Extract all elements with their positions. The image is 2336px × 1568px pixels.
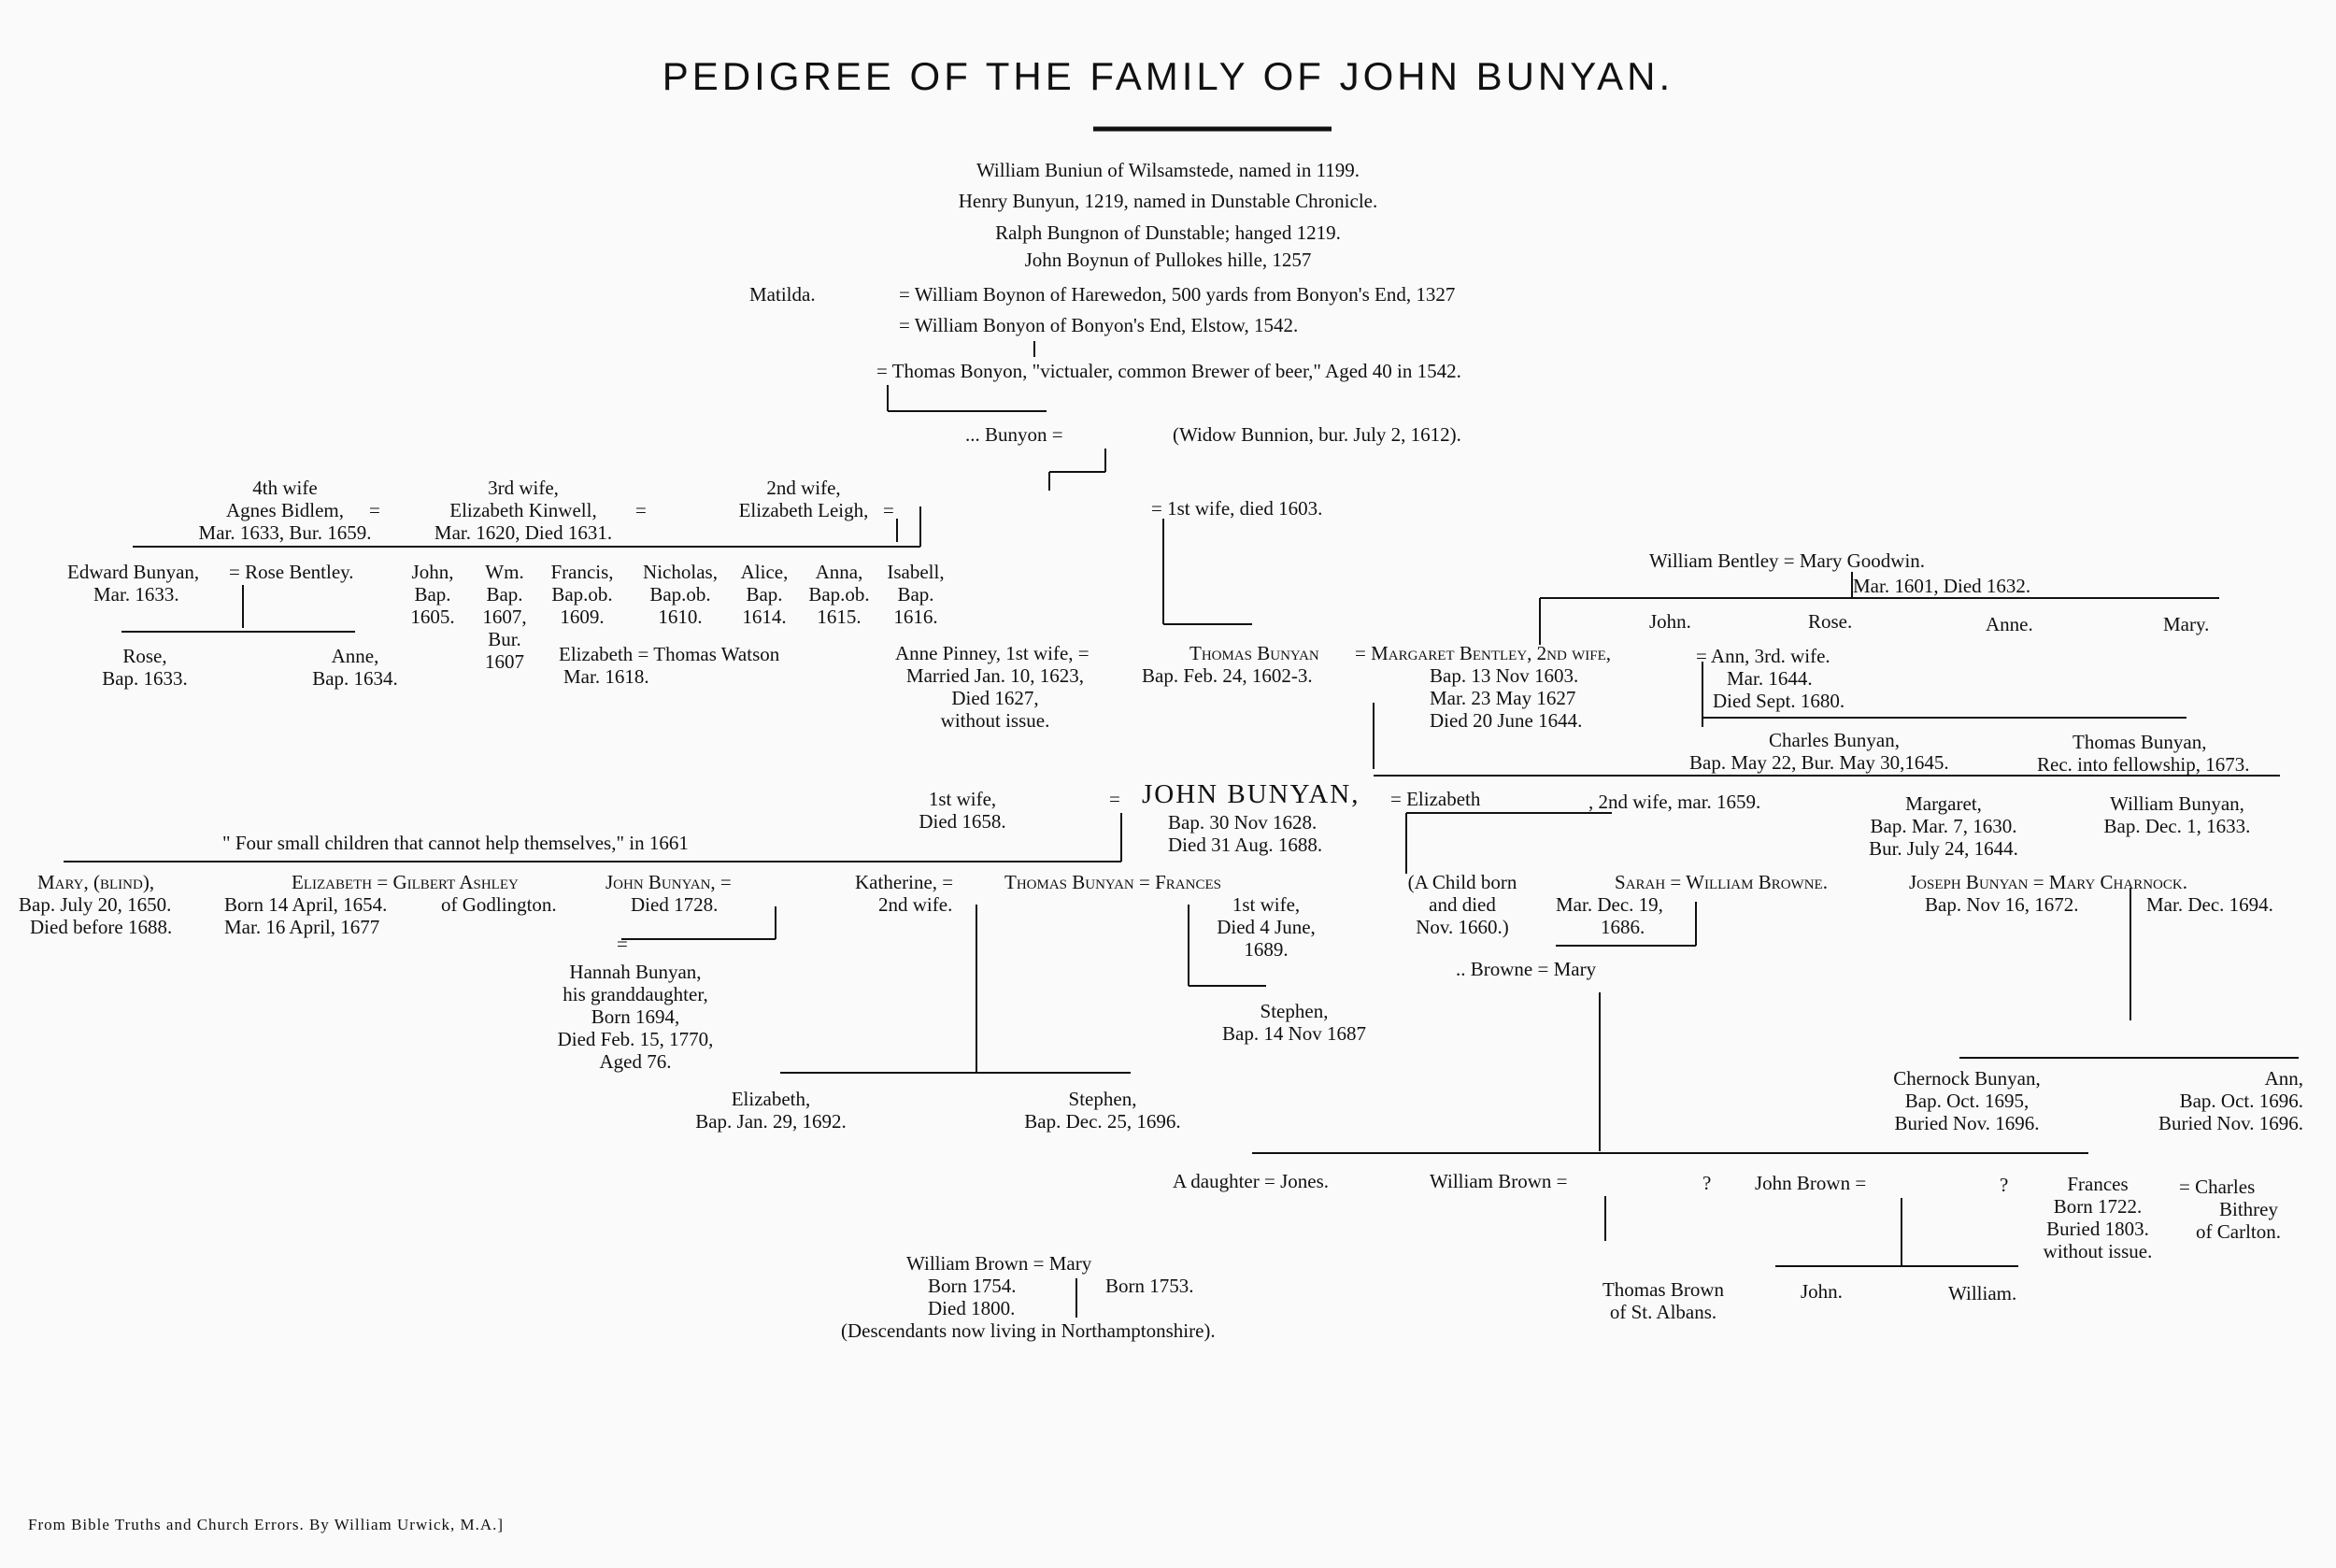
matilda: Matilda. <box>749 283 816 306</box>
person-detail: 1605. <box>410 606 455 628</box>
person-detail: 1615. <box>817 606 862 628</box>
person-detail: Born 14 April, 1654. <box>224 893 388 916</box>
person-detail: Mar. 1644. <box>1727 667 1813 690</box>
a-daughter-jones: A daughter = Jones. <box>1173 1170 1329 1192</box>
person-name: Stephen, <box>1068 1088 1137 1110</box>
person-detail: Bap. Jan. 29, 1692. <box>695 1110 847 1133</box>
jb-elizabeth: = Elizabeth <box>1390 788 1481 810</box>
person-name: Elizabeth, <box>731 1088 811 1110</box>
person-detail: Rec. into fellowship, 1673. <box>2037 753 2250 776</box>
person-detail: Mar. Dec. 1694. <box>2146 893 2273 916</box>
bentley-marriage: Mar. 1601, Died 1632. <box>1853 575 2031 597</box>
person-detail: Mar. 1633. <box>93 583 179 606</box>
person-name: = Margaret Bentley, 2nd wife, <box>1355 642 1611 664</box>
bentley-child-mary: Mary. <box>2163 613 2210 635</box>
person-detail: Died 1800. <box>928 1297 1016 1319</box>
person-detail: Bap. Dec. 1, 1633. <box>2103 815 2251 837</box>
thomas-bunyan-son: Thomas Bunyan = Frances <box>1004 871 1221 893</box>
person-name: = Ann, 3rd. wife. <box>1696 645 1830 667</box>
person-detail: Bap. May 22, Bur. May 30,1645. <box>1689 751 1949 774</box>
person-name: John Bunyan, = <box>605 871 732 893</box>
person-detail: Bap. Feb. 24, 1602-3. <box>1142 664 1313 687</box>
william-brown: William Brown = <box>1430 1170 1568 1192</box>
person-detail: Died 1658. <box>919 810 1006 833</box>
person-detail: 1607 <box>485 650 524 673</box>
person-detail: Bap. <box>897 583 934 606</box>
bentley-child-anne: Anne. <box>1986 613 2033 635</box>
person-detail: Bap. 13 Nov 1603. <box>1430 664 1579 687</box>
person-detail: Buried Nov. 1696. <box>2158 1112 2303 1134</box>
john-brown-son: John. <box>1801 1280 1843 1303</box>
person-detail: 1614. <box>742 606 787 628</box>
person-detail: Bap. 1634. <box>312 667 398 690</box>
thomas-bonyon: = Thomas Bonyon, "victualer, common Brewer of beer," Aged 40 in 1542. <box>876 360 1461 382</box>
john-brown: John Brown = <box>1755 1172 1867 1194</box>
ancestor-henry-bunyun: Henry Bunyun, 1219, named in Dunstable Chronicle. <box>958 190 1378 212</box>
person-detail: Bap. 1633. <box>102 667 188 690</box>
marriage-sign: = <box>369 499 380 521</box>
person-detail: Bap. 14 Nov 1687 <box>1222 1022 1366 1045</box>
person-detail: 1607, <box>482 606 527 628</box>
bentley-child-rose: Rose. <box>1808 610 1853 633</box>
ancestor-william-buniun: William Buniun of Wilsamstede, named in 1199. <box>976 159 1360 181</box>
ancestor-john-boynun: John Boynun of Pullokes hille, 1257 <box>1024 249 1312 271</box>
person-name: John, <box>411 561 454 583</box>
person-name: Anna, <box>815 561 863 583</box>
person-detail: without issue. <box>2043 1240 2153 1262</box>
person-detail: Bap. Nov 16, 1672. <box>1925 893 2079 916</box>
person-name: Anne, <box>331 645 379 667</box>
person-detail: and died <box>1429 893 1496 916</box>
person-name: Wm. <box>485 561 524 583</box>
marriage-sign: = <box>883 499 894 521</box>
page-title: PEDIGREE OF THE FAMILY OF JOHN BUNYAN. <box>662 54 1674 98</box>
person-name: Nicholas, <box>643 561 718 583</box>
person-name: Chernock Bunyan, <box>1893 1067 2041 1090</box>
mary-born-1753: Born 1753. <box>1105 1275 1194 1297</box>
person-name: William Brown = Mary <box>906 1252 1092 1275</box>
person-detail: Bap. Dec. 25, 1696. <box>1024 1110 1181 1133</box>
person-detail: Died Feb. 15, 1770, <box>557 1028 714 1050</box>
person-detail: Aged 76. <box>599 1050 672 1073</box>
person-detail: without issue. <box>940 709 1050 732</box>
person-name: Sarah = William Browne. <box>1615 871 1828 893</box>
person-name: Elizabeth = Thomas Watson <box>559 643 780 665</box>
person-detail: Buried 1803. <box>2046 1218 2149 1240</box>
person-detail: 1609. <box>560 606 605 628</box>
person-detail: of Godlington. <box>441 893 557 916</box>
person-name: Rose, <box>122 645 167 667</box>
person-name: Isabell, <box>887 561 945 583</box>
wife-label: 4th wife <box>252 477 318 499</box>
person-detail: 1689. <box>1244 938 1289 961</box>
person-name: Hannah Bunyan, <box>569 961 702 983</box>
person-name: William Bunyan, <box>2110 792 2244 815</box>
john-bunyan-name: JOHN BUNYAN, <box>1142 779 1360 809</box>
person-detail: Died Sept. 1680. <box>1713 690 1845 712</box>
william-brown-son: William. <box>1948 1282 2017 1304</box>
person-detail: Bap. <box>746 583 783 606</box>
unknown-spouse-1: ? <box>1702 1172 1712 1194</box>
person-detail: Bur. July 24, 1644. <box>1869 837 2018 860</box>
person-name: Frances <box>2067 1173 2129 1195</box>
person-detail: Born 1694, <box>591 1005 680 1028</box>
bunyon: ... Bunyon = <box>965 423 1063 446</box>
person-detail: Bap. <box>486 583 523 606</box>
person-detail: Bap. Mar. 7, 1630. <box>1870 815 2017 837</box>
unknown-spouse-2: ? <box>2000 1174 2009 1196</box>
wife-label: 2nd wife, <box>766 477 841 499</box>
source-footer: From Bible Truths and Church Errors. By William Urwick, M.A.] <box>28 1516 505 1533</box>
person-name: Alice, <box>740 561 789 583</box>
wife-label: 1st wife, <box>928 788 997 810</box>
person-detail: Bap.ob. <box>551 583 613 606</box>
person-detail: Mar. Dec. 19, <box>1556 893 1663 916</box>
person-detail: Nov. 1660.) <box>1416 916 1509 938</box>
person-name: Edward Bunyan, <box>67 561 200 583</box>
person-name: Margaret, <box>1905 792 1982 815</box>
person-name: Stephen, <box>1260 1000 1329 1022</box>
person-detail: Buried Nov. 1696. <box>1894 1112 2040 1134</box>
person-name: Thomas Bunyan <box>1189 642 1319 664</box>
person-detail: 2nd wife. <box>878 893 953 916</box>
person-detail: 1610. <box>658 606 703 628</box>
person-detail: Bithrey <box>2219 1198 2278 1220</box>
person-detail: Died 31 Aug. 1688. <box>1168 834 1323 856</box>
marriage-sign: = <box>617 933 628 955</box>
person-detail: (Descendants now living in Northamptonshire). <box>841 1319 1216 1342</box>
person-detail: 1686. <box>1601 916 1645 938</box>
ancestor-ralph-bungnon: Ralph Bungnon of Dunstable; hanged 1219. <box>995 221 1341 244</box>
person-name: Thomas Brown <box>1602 1278 1725 1301</box>
person-detail: Born 1754. <box>928 1275 1017 1297</box>
person-detail: Bap. July 20, 1650. <box>19 893 172 916</box>
wife-label: 3rd wife, <box>488 477 559 499</box>
person-detail: Bur. <box>488 628 521 650</box>
person-detail: Mar. 1620, Died 1631. <box>434 521 613 544</box>
person-name: Elizabeth Leigh, <box>738 499 869 521</box>
person-detail: 1616. <box>893 606 938 628</box>
person-detail: of St. Albans. <box>1609 1301 1717 1323</box>
person-detail: Married Jan. 10, 1623, <box>905 664 1085 687</box>
person-detail: Born 1722. <box>2053 1195 2143 1218</box>
person-detail: Died 4 June, <box>1217 916 1316 938</box>
person-detail: of Carlton. <box>2196 1220 2281 1243</box>
jb-second-wife: , 2nd wife, mar. 1659. <box>1588 791 1761 813</box>
four-small-children: " Four small children that cannot help themselves," in 1661 <box>222 832 689 854</box>
marriage-sign: = <box>1109 788 1120 810</box>
person-detail: Bap.ob. <box>808 583 870 606</box>
first-wife-1603: = 1st wife, died 1603. <box>1151 497 1323 520</box>
marriage-sign: = <box>635 499 647 521</box>
person-detail: Bap. Oct. 1696. <box>2179 1090 2303 1112</box>
person-detail: Bap. 30 Nov 1628. <box>1168 811 1318 834</box>
person-detail: Died 1728. <box>631 893 719 916</box>
person-detail: Died 1627, <box>951 687 1039 709</box>
person-name: Francis, <box>550 561 614 583</box>
person-detail: 1st wife, <box>1232 893 1301 916</box>
person-detail: Mar. 16 April, 1677 <box>224 916 380 938</box>
person-name: Elizabeth Kinwell, <box>449 499 597 521</box>
person-name: = Charles <box>2179 1176 2256 1198</box>
william-bentley: William Bentley = Mary Goodwin. <box>1649 549 1926 572</box>
person-detail: Bap. Oct. 1695, <box>1904 1090 2030 1112</box>
person-name: Ann, <box>2264 1067 2303 1090</box>
person-name: Charles Bunyan, <box>1769 729 1900 751</box>
person-name: Joseph Bunyan = Mary Charnock. <box>1909 871 2187 893</box>
widow-bunnion: (Widow Bunnion, bur. July 2, 1612). <box>1173 423 1461 446</box>
william-bonyon: = William Bonyon of Bonyon's End, Elstow, 1542. <box>899 314 1299 336</box>
person-detail: Mar. 1633, Bur. 1659. <box>198 521 372 544</box>
browne-mary: .. Browne = Mary <box>1456 958 1597 980</box>
person-name: Elizabeth = Gilbert Ashley <box>292 871 519 893</box>
person-name: Thomas Bunyan, <box>2072 731 2207 753</box>
rose-bentley: = Rose Bentley. <box>229 561 354 583</box>
william-boynon: = William Boynon of Harewedon, 500 yards from Bonyon's End, 1327 <box>899 283 1456 306</box>
person-detail: Mar. 1618. <box>563 665 649 688</box>
person-name: Anne Pinney, 1st wife, = <box>895 642 1090 664</box>
person-detail: Died before 1688. <box>30 916 173 938</box>
person-detail: Bap.ob. <box>649 583 711 606</box>
person-detail: Died 20 June 1644. <box>1430 709 1583 732</box>
person-name: (A Child born <box>1407 871 1517 893</box>
bentley-child-john: John. <box>1649 610 1691 633</box>
person-name: Agnes Bidlem, <box>226 499 344 521</box>
person-name: Katherine, = <box>855 871 954 893</box>
person-detail: Mar. 23 May 1627 <box>1430 687 1576 709</box>
person-detail: Bap. <box>414 583 451 606</box>
person-name: Mary, (blind), <box>37 871 155 893</box>
person-detail: his granddaughter, <box>563 983 708 1005</box>
